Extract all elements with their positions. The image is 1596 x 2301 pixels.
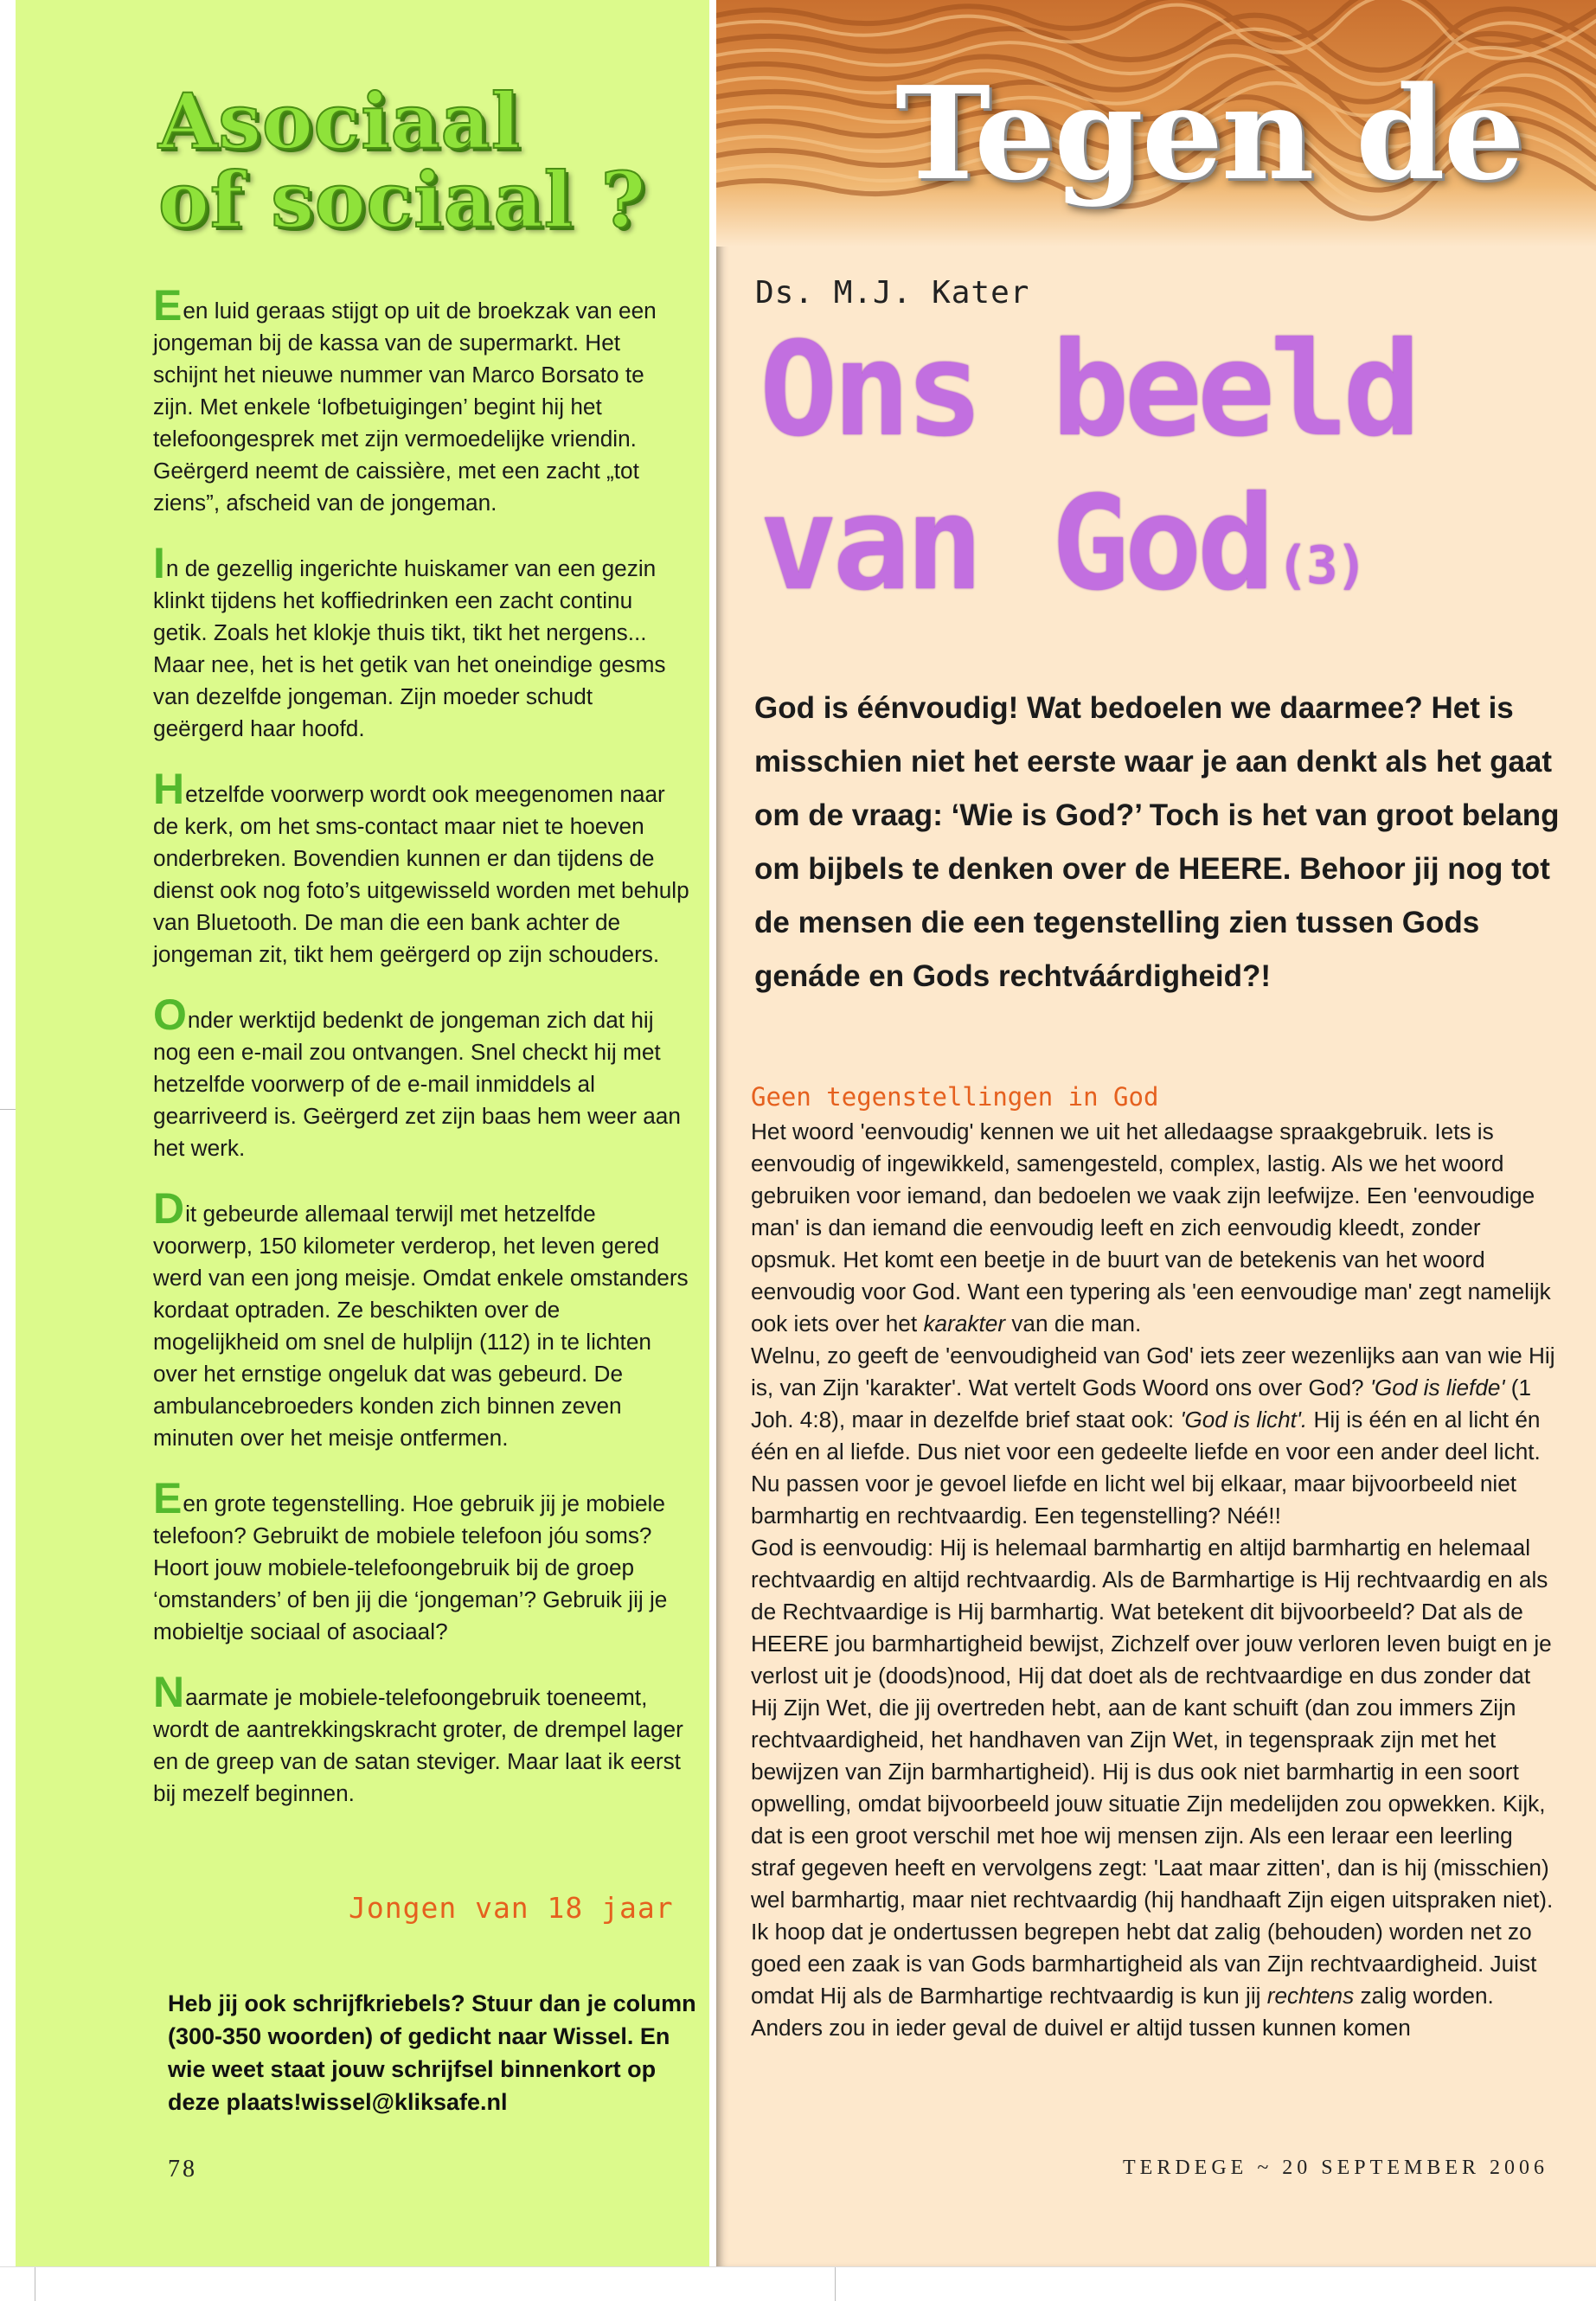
title-line-1: Asociaal (158, 76, 521, 166)
article-body (751, 1116, 1560, 2044)
paragraph: Een luid geraas stijgt op uit de broekzak van een jongeman bij de kassa van de supermarkt. Het schijnt het nieuwe nummer van Marco Borsato te zijn. Met enkele ‘lofbetuigingen’ begint hij het telefoongesprek met zijn vermoedelijke vriendin. Geërgerd neemt de caissière, met een zacht „tot ziens”, afscheid van de jongeman. (153, 281, 657, 516)
paragraph: Naarmate je mobiele-telefoongebruik toeneemt, wordt de aantrekkingskracht groter, de drempel lager en de greep van de satan steviger. Maar laat ik eerst bij mezelf beginnen. (153, 1668, 683, 1806)
text-run: (1 Joh. 4:8), maar in dezelfde brief staat ook: (751, 1375, 1532, 1433)
author-signature: Jongen van 18 jaar (349, 1891, 674, 1925)
left-column (16, 0, 709, 2266)
drop-cap: N (153, 1668, 185, 1716)
section-heading: Geen tegenstellingen in God (751, 1082, 1159, 1112)
right-column (716, 0, 1596, 2266)
italic-run: 'God is licht'. (1180, 1407, 1308, 1433)
page-number: 78 (168, 2156, 197, 2182)
drop-cap: O (153, 990, 187, 1039)
text-run: Het woord 'eenvoudig' kennen we uit het alledaagse spraakgebruik. Iets is eenvoudig of ingewikkeld, samengesteld, complex, lastig. Als we het woord gebruiken voor iemand, dan bedoelen we vaak zijn leefwijze. Een 'eenvoudige man' is dan iemand die eenvoudig leeft en zich eenvoudig kleedt, zonder opsmuk. Het komt een beetje in de buurt van de betekenis van het woord eenvoudig voor God. Want een typering als 'een eenvoudige man' zegt namelijk ook iets over het (751, 1118, 1551, 1336)
drop-cap: D (153, 1184, 185, 1233)
text-run: van die man. (1005, 1311, 1142, 1336)
body-paragraph (751, 1116, 1560, 1340)
italic-run: karakter (923, 1311, 1006, 1336)
lead-paragraph: God is éénvoudig! Wat bedoelen we daarmee? Het is misschien niet het eerste waar je aan denkt als het gaat om de vraag: ‘Wie is God?’ Toch is het van groot belang om bijbels te denken over de HEERE. Behoor jij nog tot de mensen die een tegenstelling zien tussen Gods genáde en Gods rechtváárdigheid?! (754, 691, 1560, 993)
drop-cap: H (153, 765, 185, 813)
italic-run: rechtens (1266, 1983, 1355, 2009)
part-number: (3) (1277, 535, 1366, 596)
body-paragraph (751, 1340, 1560, 1532)
page-edge (0, 2266, 1596, 2267)
text-run: Hij is één en al licht én één en al liefde. Dus niet voor een gedeelte liefde en voor een ander deel licht. Nu passen voor je gevoel liefde en licht wel bij elkaar, maar bijvoorbeeld niet barmhartig en rechtvaardig. Een tegenstelling? Néé!! (751, 1407, 1541, 1529)
title-line-2: van God (760, 469, 1271, 619)
paragraph: Dit gebeurde allemaal terwijl met hetzelfde voorwerp, 150 kilometer verderop, het leven gered werd van een jong meisje. Omdat enkele omstanders kordaat optraden. Ze beschikten over de mogelijkheid om snel de hulplijn (112) in te lichten over het ernstige ongeluk dat was gebeurd. De ambulancebroeders konden zich binnen zeven minuten over het meisje ontfermen. (153, 1184, 689, 1451)
drop-cap: E (153, 281, 183, 330)
text-run: Welnu, zo geeft de 'eenvoudigheid van God' iets zeer wezenlijks aan van wie Hij is, van Zijn 'karakter'. Wat vertelt Gods Woord ons over God? (751, 1343, 1555, 1400)
paragraph: In de gezellig ingerichte huiskamer van een gezin klinkt tijdens het koffiedrinken een zacht continu getik. Zoals het klokje thuis tikt, tikt het nergens... Maar nee, het is het getik van het oneindige gesms van dezelfde jongeman. Zijn moeder schudt geërgerd haar hoofd. (153, 539, 666, 741)
text-run: God is eenvoudig: Hij is helemaal barmhartig en altijd barmhartig en helemaal rechtvaardig en altijd rechtvaardig. Als de Barmhartige is Hij rechtvaardig en als de Rechtvaardige is Hij barmhartig. Wat betekent dit bijvoorbeeld? Dat als de HEERE jou barmhartigheid bewijst, Zichzelf over jouw verloren leven buigt en je verlost uit je (doods)nood, Hij dat doet als de rechtvaardige en dus zonder dat Hij Zijn Wet, die jij overtreden hebt, aan de kant schuift (dan zou immers Zijn rechtvaardigheid, het handhaven van Zijn Wet, in tegenspraak zijn met het bewijzen van Zijn barmhartigheid). Hij is dus ook niet barmhartig in een soort opwelling, omdat bijvoorbeeld jouw situatie Zijn medelijden zou opwekken. Kijk, dat is een groot verschil met hoe wij mensen zijn. Als een leraar een leerling straf gegeven heeft en vervolgens zegt: 'Laat maar zitten', dan is hij (misschien) wel barmhartig, maar niet rechtvaardig (hij handhaaft Zijn eigen uitspraken niet). Ik hoop dat je ondertussen begrepen hebt dat zalig (behouden) worden net zo goed een zaak is van Gods barmhartigheid als van Zijn rechtvaardigheid. Juist omdat Hij als de Barmhartige rechtvaardig is kun jij (751, 1535, 1554, 2009)
text-run: zalig worden. Anders zou in ieder geval de duivel er altijd tussen kunnen komen (751, 1983, 1494, 2041)
magazine-footer: TERDEGE ~ 20 SEPTEMBER 2006 (1123, 2157, 1548, 2179)
drop-cap: I (153, 539, 165, 587)
body-paragraph (751, 1532, 1560, 2044)
title-line-2: of sociaal ? (158, 154, 647, 245)
crop-mark (835, 2266, 836, 2301)
left-article-body (153, 281, 689, 1841)
submission-callout: Heb jij ook schrijfkriebels? Stuur dan je column (300-350 woorden) of gedicht naar Wissel. En wie weet staat jouw schrijfsel binnenkort op deze plaats!wissel@kliksafe.nl (168, 1990, 696, 2115)
crop-mark (0, 1109, 16, 1110)
italic-run: 'God is liefde' (1369, 1375, 1505, 1400)
paragraph: Hetzelfde voorwerp wordt ook meegenomen naar de kerk, om het sms-contact maar niet te hoeven onderbreken. Bovendien kunnen er dan tijdens de dienst ook nog foto’s uitgewisseld worden met behulp van Bluetooth. De man die een bank achter de jongeman zit, tikt hem geërgerd op zijn schouders. (153, 765, 689, 967)
series-banner-title: Tegen de (895, 58, 1523, 208)
article-author: Ds. M.J. Kater (755, 275, 1030, 311)
article-title (760, 313, 1416, 643)
title-line-1: Ons beeld (760, 315, 1416, 465)
drop-cap: E (153, 1474, 183, 1522)
paragraph: Een grote tegenstelling. Hoe gebruik jij je mobiele telefoon? Gebruikt de mobiele telefoon jóu soms? Hoort jouw mobiele-telefoongebruik bij de groep ‘omstanders’ of ben jij die ‘jongeman’? Gebruik jij je mobieltje sociaal of asociaal? (153, 1474, 668, 1644)
paragraph: Onder werktijd bedenkt de jongeman zich dat hij nog een e-mail zou ontvangen. Snel checkt hij met hetzelfde voorwerp of de e-mail inmiddels al gearriveerd is. Geërgerd zet zijn baas hem weer aan het werk. (153, 990, 681, 1161)
left-article-title (158, 76, 647, 245)
